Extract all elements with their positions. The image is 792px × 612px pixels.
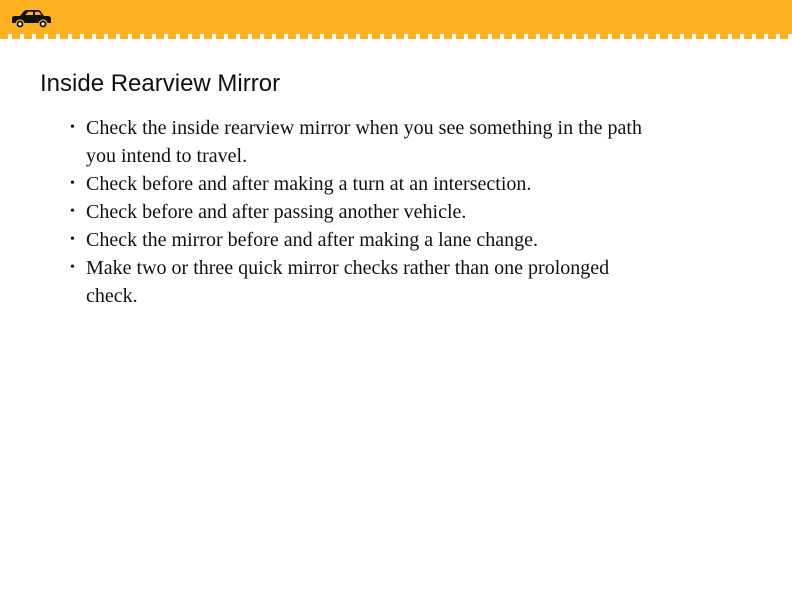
bullet-text: Check the mirror before and after making a lane change. [86,229,539,251]
list-item [56,198,656,226]
bullet-list [56,114,656,310]
bullet-text: Check before and after making a turn at an intersection. [86,173,532,195]
bullet-text: Check the inside rearview mirror when you see something in the path you intend to travel. [86,117,642,167]
bullet-dot: • [70,120,75,135]
bullet-dot: • [70,260,75,275]
header-bar [0,0,792,34]
slide-title: Inside Rearview Mirror [40,70,281,97]
list-item [56,170,656,198]
bullet-text: Make two or three quick mirror checks rather than one prolonged check. [86,257,610,307]
bullet-text: Check before and after passing another vehicle. [86,201,467,223]
list-item [56,114,656,170]
car-icon [10,9,52,29]
bullet-dot: • [70,204,75,219]
bullet-dot: • [70,232,75,247]
list-item [56,254,656,310]
bullet-dot: • [70,176,75,191]
header-dashed-border [0,34,792,39]
list-item [56,226,656,254]
